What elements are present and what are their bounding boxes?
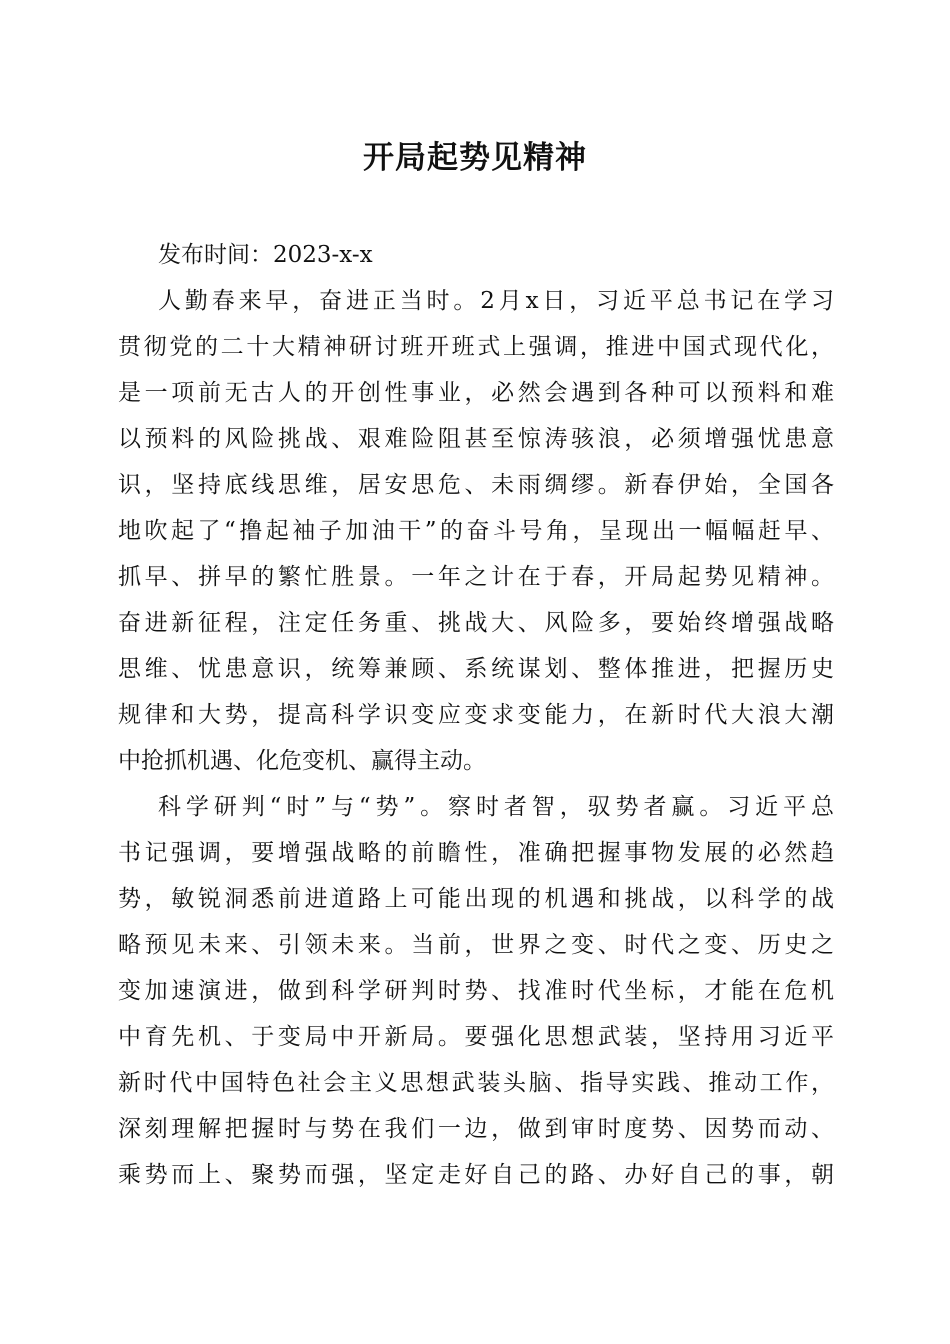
paragraph-line: 中育先机、于变局中开新局。要强化思想武装，坚持用习近平 [118,1024,834,1050]
paragraph-line: 人勤春来早，奋进正当时。2月x日，习近平总书记在学习 [158,288,834,314]
paragraph-line: 规律和大势，提高科学识变应变求变能力，在新时代大浪大潮 [118,702,834,728]
paragraph-line: 地吹起了“撸起袖子加油干”的奋斗号角，呈现出一幅幅赶早、 [118,518,834,544]
paragraph-line: 中抢抓机遇、化危变机、赢得主动。 [118,748,486,774]
paragraph-line: 以预料的风险挑战、艰难险阻甚至惊涛骇浪，必须增强忧患意 [118,426,834,452]
paragraph-line: 是一项前无古人的开创性事业，必然会遇到各种可以预料和难 [118,380,834,406]
paragraph-line: 贯彻党的二十大精神研讨班开班式上强调，推进中国式现代化， [118,334,834,360]
document-body [118,232,834,1198]
paragraph-line: 略预见未来、引领未来。当前，世界之变、时代之变、历史之 [118,932,834,958]
publish-time [118,232,834,278]
paragraph-1 [118,278,834,784]
paragraph-line: 抓早、拼早的繁忙胜景。一年之计在于春，开局起势见精神。 [118,564,834,590]
paragraph-line: 乘势而上、聚势而强，坚定走好自己的路、办好自己的事，朝 [118,1162,834,1188]
paragraph-line: 变加速演进，做到科学研判时势、找准时代坐标，才能在危机 [118,978,834,1004]
publish-time-label: 发布时间： [158,242,273,268]
paragraph-line: 书记强调，要增强战略的前瞻性，准确把握事物发展的必然趋 [118,840,834,866]
document-title: 开局起势见精神 [363,140,587,176]
paragraph-line: 深刻理解把握时与势在我们一边，做到审时度势、因势而动、 [118,1116,834,1142]
paragraph-line: 识，坚持底线思维，居安思危、未雨绸缪。新春伊始，全国各 [118,472,834,498]
paragraph-line: 科学研判“时”与“势”。察时者智，驭势者赢。习近平总 [158,794,834,820]
paragraph-2 [118,784,834,1198]
paragraph-line: 奋进新征程，注定任务重、挑战大、风险多，要始终增强战略 [118,610,834,636]
paragraph-line: 思维、忧患意识，统筹兼顾、系统谋划、整体推进，把握历史 [118,656,834,682]
paragraph-line: 新时代中国特色社会主义思想武装头脑、指导实践、推动工作， [118,1070,834,1096]
publish-time-value: 2023-x-x [273,242,373,268]
paragraph-line: 势，敏锐洞悉前进道路上可能出现的机遇和挑战，以科学的战 [118,886,834,912]
